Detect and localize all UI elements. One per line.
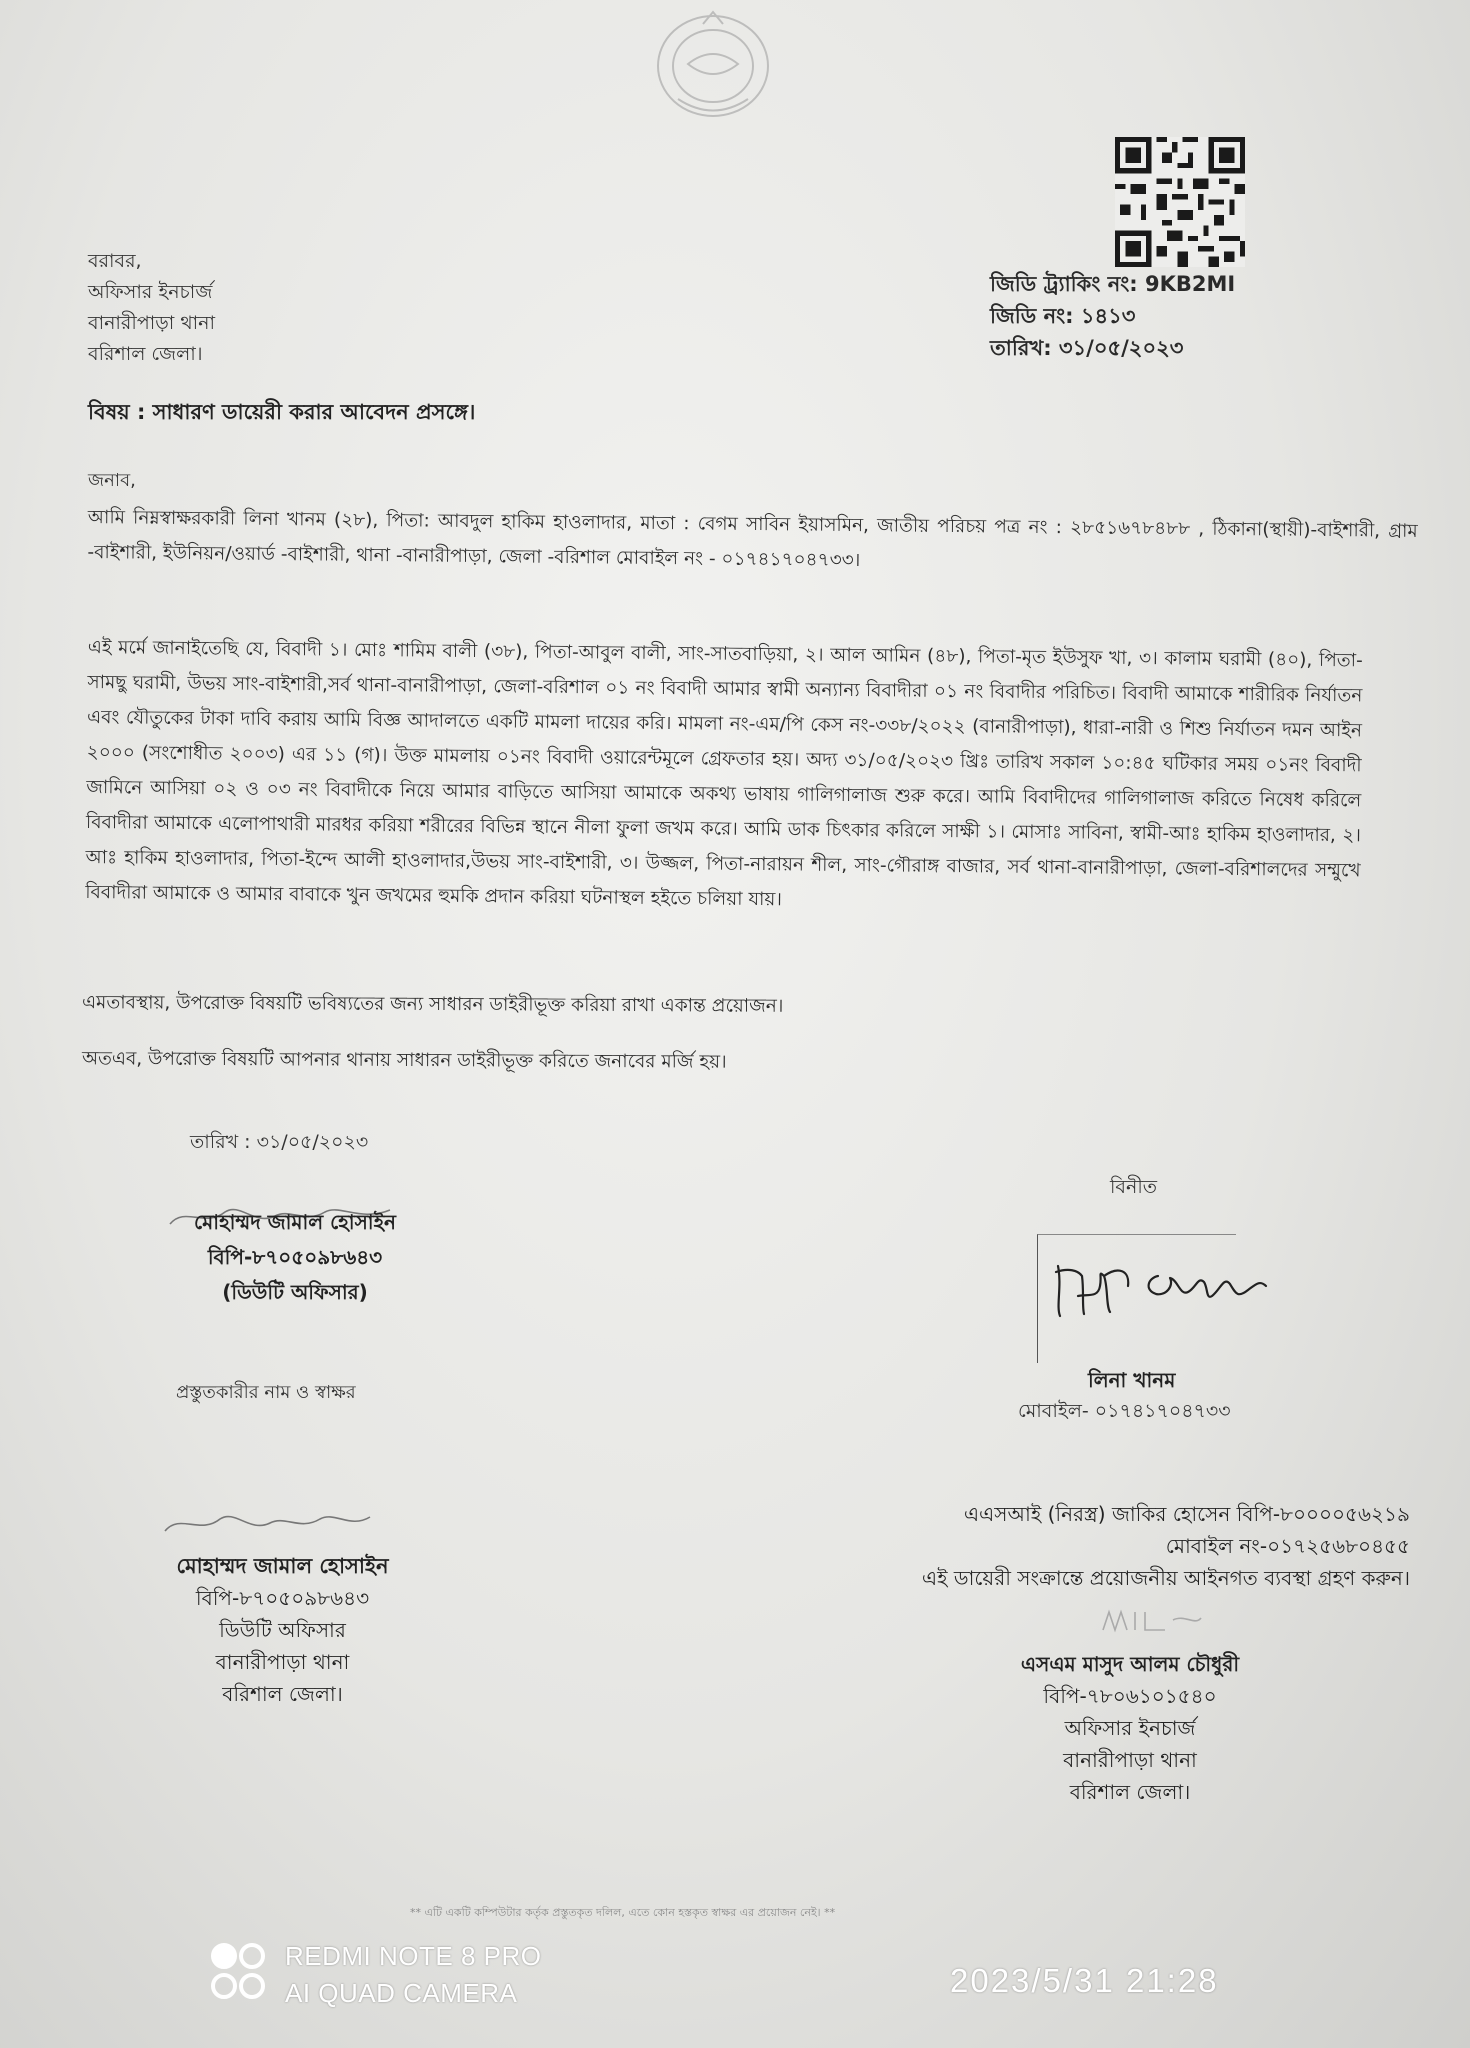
application-date: তারিখ : ৩১/০৫/২০২৩ <box>190 1131 369 1153</box>
oc-district: বরিশাল জেলা। <box>1069 1780 1191 1804</box>
oc-initial-signature <box>1095 1600 1205 1640</box>
preparer-name: মোহাম্মদ জামাল হোসাইন <box>194 1210 396 1234</box>
camera-type: AI QUAD CAMERA <box>285 1978 518 2008</box>
oc-bp: বিপি-৭৮০৬১০১৫৪০ <box>1043 1684 1217 1708</box>
oc-name: এসএম মাসুদ আলম চৌধুরী <box>1020 1652 1240 1676</box>
asi-instruction: এই ডায়েরী সংক্রান্তে প্রয়োজনীয় আইনগত ব্যবস্থা গ্রহণ করুন। <box>921 1566 1410 1590</box>
recipient-line-2: অফিসার ইনচার্জ <box>88 281 213 303</box>
duty-officer-station: বানারীপাড়া থানা <box>215 1650 350 1674</box>
recipient-line-3: বানারীপাড়া থানা <box>88 312 216 334</box>
applicant-name: লিনা খানম <box>1088 1368 1176 1392</box>
police-seal-emblem <box>648 4 778 124</box>
computer-generated-footnote: ** এটি একটি কম্পিউটার কর্তৃক প্রস্তুতকৃত দলিল, এতে কোন হস্তকৃত স্বাক্ষর এর প্রয়োজন নেই। ** <box>410 1906 836 1919</box>
duty-officer-bp: বিপি-৮৭০৫০৯৮৬৪৩ <box>195 1586 370 1610</box>
asi-mobile: মোবাইল নং-০১৭২৫৬৮০৪৫৫ <box>1165 1534 1410 1558</box>
future-need-line: এমতাবস্থায়, উপরোক্ত বিষয়টি ভবিষ্যতের জন্য সাধারন ডাইরীভূক্ত করিয়া রাখা একান্ত প্রয়োজন। <box>81 992 784 1017</box>
applicant-mobile: মোবাইল- ০১৭৪১৭০৪৭৩৩ <box>1018 1400 1231 1422</box>
gd-tracking-block <box>990 268 1235 364</box>
preparer-block <box>150 1205 440 1310</box>
duty-officer-block <box>160 1510 405 1710</box>
body-paragraph: এই মর্মে জানাইতেছি যে, বিবাদী ১। মোঃ শামিম বালী (৩৮), পিতা-আবুল বালী, সাং-সাতবাড়িয়া, ২। আল আমিন (৪৮), পিতা-মৃত ইউসুফ খা, ৩। কালাম ঘরামী (৪০), পিতা-সামছু ঘরামী, উভয় সাং-বাইশারী,সর্ব থানা-বানারীপাড়া, জেলা-বরিশাল ০১ নং বিবাদী আমার স্বামী অন্যান্য বিবাদীরা ০১ নং বিবাদীর পরিচিত। বিবাদী আমাকে শারীরিক নির্যাতন এবং যৌতুকের টাকা দাবি করায় আমি বিজ্ঞ আদালতে একটি মামলা দায়ের করি। মামলা নং-এম/পি কেস নং-৩৩৮/২০২২ (বানারীপাড়া), ধারা-নারী ও শিশু নির্যাতন দমন আইন ২০০০ (সংশোধীত ২০০৩) এর ১১ (গ)। উক্ত মামলায় ০১নং বিবাদী ওয়ারেন্টমূলে গ্রেফতার হয়। অদ্য ৩১/০৫/২০২৩ খ্রিঃ তারিখ সকাল ১০:৪৫ ঘটিকার সময় ০১নং বিবাদী জামিনে আসিয়া ০২ ও ০৩ নং বিবাদীকে নিয়ে আমার বাড়িতে আসিয়া আমাকে অকথ্য ভাষায় গালিগালাজ শুরু করে। আমি বিবাদীদের গালিগালাজ করিতে নিষেধ করিলে বিবাদীরা আমাকে এলোপাথারী মারধর করিয়া শরীরের বিভিন্ন স্থানে নীলা ফুলা জখম করে। আমি ডাক চিৎকার করিলে সাক্ষী ১। মোসাঃ সাবিনা, স্বামী-আঃ হাকিম হাওলাদার, ২। আঃ হাকিম হাওলাদার, পিতা-ইন্দে আলী হাওলাদার,উভয় সাং-বাইশারী, ৩। উজ্জল, পিতা-নারায়ন শীল, সাং-গৌরাঙ্গ বাজার, সর্ব থানা-বানারীপাড়া, জেলা-বরিশালদের সম্মুখে বিবাদীরা আমাকে ও আমার বাবাকে খুন জখমের হুমকি প্রদান করিয়া ঘটনাস্থল হইতে চলিয়া যায়। <box>85 636 1363 911</box>
recipient-line-4: বরিশাল জেলা। <box>88 343 203 365</box>
camera-watermark <box>285 1938 541 2012</box>
duty-officer-name: মোহাম্মদ জামাল হোসাইন <box>176 1554 389 1578</box>
gd-number: জিডি নং: ১৪১৩ <box>990 304 1136 328</box>
oc-role: অফিসার ইনচার্জ <box>1064 1716 1196 1740</box>
applicant-handwritten-signature <box>1048 1246 1278 1326</box>
asi-name-bp: এএসআই (নিরস্ত্র) জাকির হোসেন বিপি-৮০০০০৫৬২১৯ <box>963 1502 1410 1526</box>
preparer-bp: বিপি-৮৭০৫০৯৮৬৪৩ <box>207 1245 383 1269</box>
request-line: অতএব, উপরোক্ত বিষয়টি আপনার থানায় সাধারন ডাইরীভূক্ত করিতে জনাবের মর্জি হয়। <box>81 1048 727 1073</box>
tracking-number: জিডি ট্র্যাকিং নং: 9KB2MI <box>990 272 1236 296</box>
recipient-line-1: বরাবর, <box>88 250 142 272</box>
subject-line: বিষয় : সাধারণ ডায়েরী করার আবেদন প্রসঙ্গে। <box>88 400 476 424</box>
salutation: জনাব, <box>88 470 136 491</box>
camera-lens-icon <box>208 1940 268 2004</box>
closing-word: বিনীত <box>1110 1176 1158 1198</box>
photo-timestamp: 2023/5/31 21:28 <box>950 1962 1219 1999</box>
camera-model: REDMI NOTE 8 PRO <box>285 1941 542 1971</box>
intro-paragraph: আমি নিম্নস্বাক্ষরকারী লিনা খানম (২৮), পিতা: আবদুল হাকিম হাওলাদার, মাতা : বেগম সাবিন ইয়াসমিন, জাতীয় পরিচয় পত্র নং : ২৮৫১৬৭৮৪৮৮ , ঠিকানা(স্থায়ী)-বাইশারী, গ্রাম -বাইশারী, ইউনিয়ন/ওয়ার্ড -বাইশারী, থানা -বানারীপাড়া, জেলা -বরিশাল মোবাইল নং - ০১৭৪১৭০৪৭৩৩। <box>87 506 1418 572</box>
recipient-block <box>88 246 215 370</box>
preparer-role: (ডিউটি অফিসার) <box>222 1280 368 1304</box>
oc-station: বানারীপাড়া থানা <box>1063 1748 1197 1772</box>
qr-code <box>1115 137 1245 267</box>
asi-assignment-block <box>870 1498 1410 1594</box>
preparer-label: প্রস্তুতকারীর নাম ও স্বাক্ষর <box>176 1382 356 1403</box>
duty-officer-district: বরিশাল জেলা। <box>222 1682 343 1706</box>
gd-date: তারিখ: ৩১/০৫/২০২৩ <box>990 336 1184 360</box>
duty-officer-role: ডিউটি অফিসার <box>219 1618 346 1642</box>
officer-in-charge-block <box>975 1648 1285 1808</box>
